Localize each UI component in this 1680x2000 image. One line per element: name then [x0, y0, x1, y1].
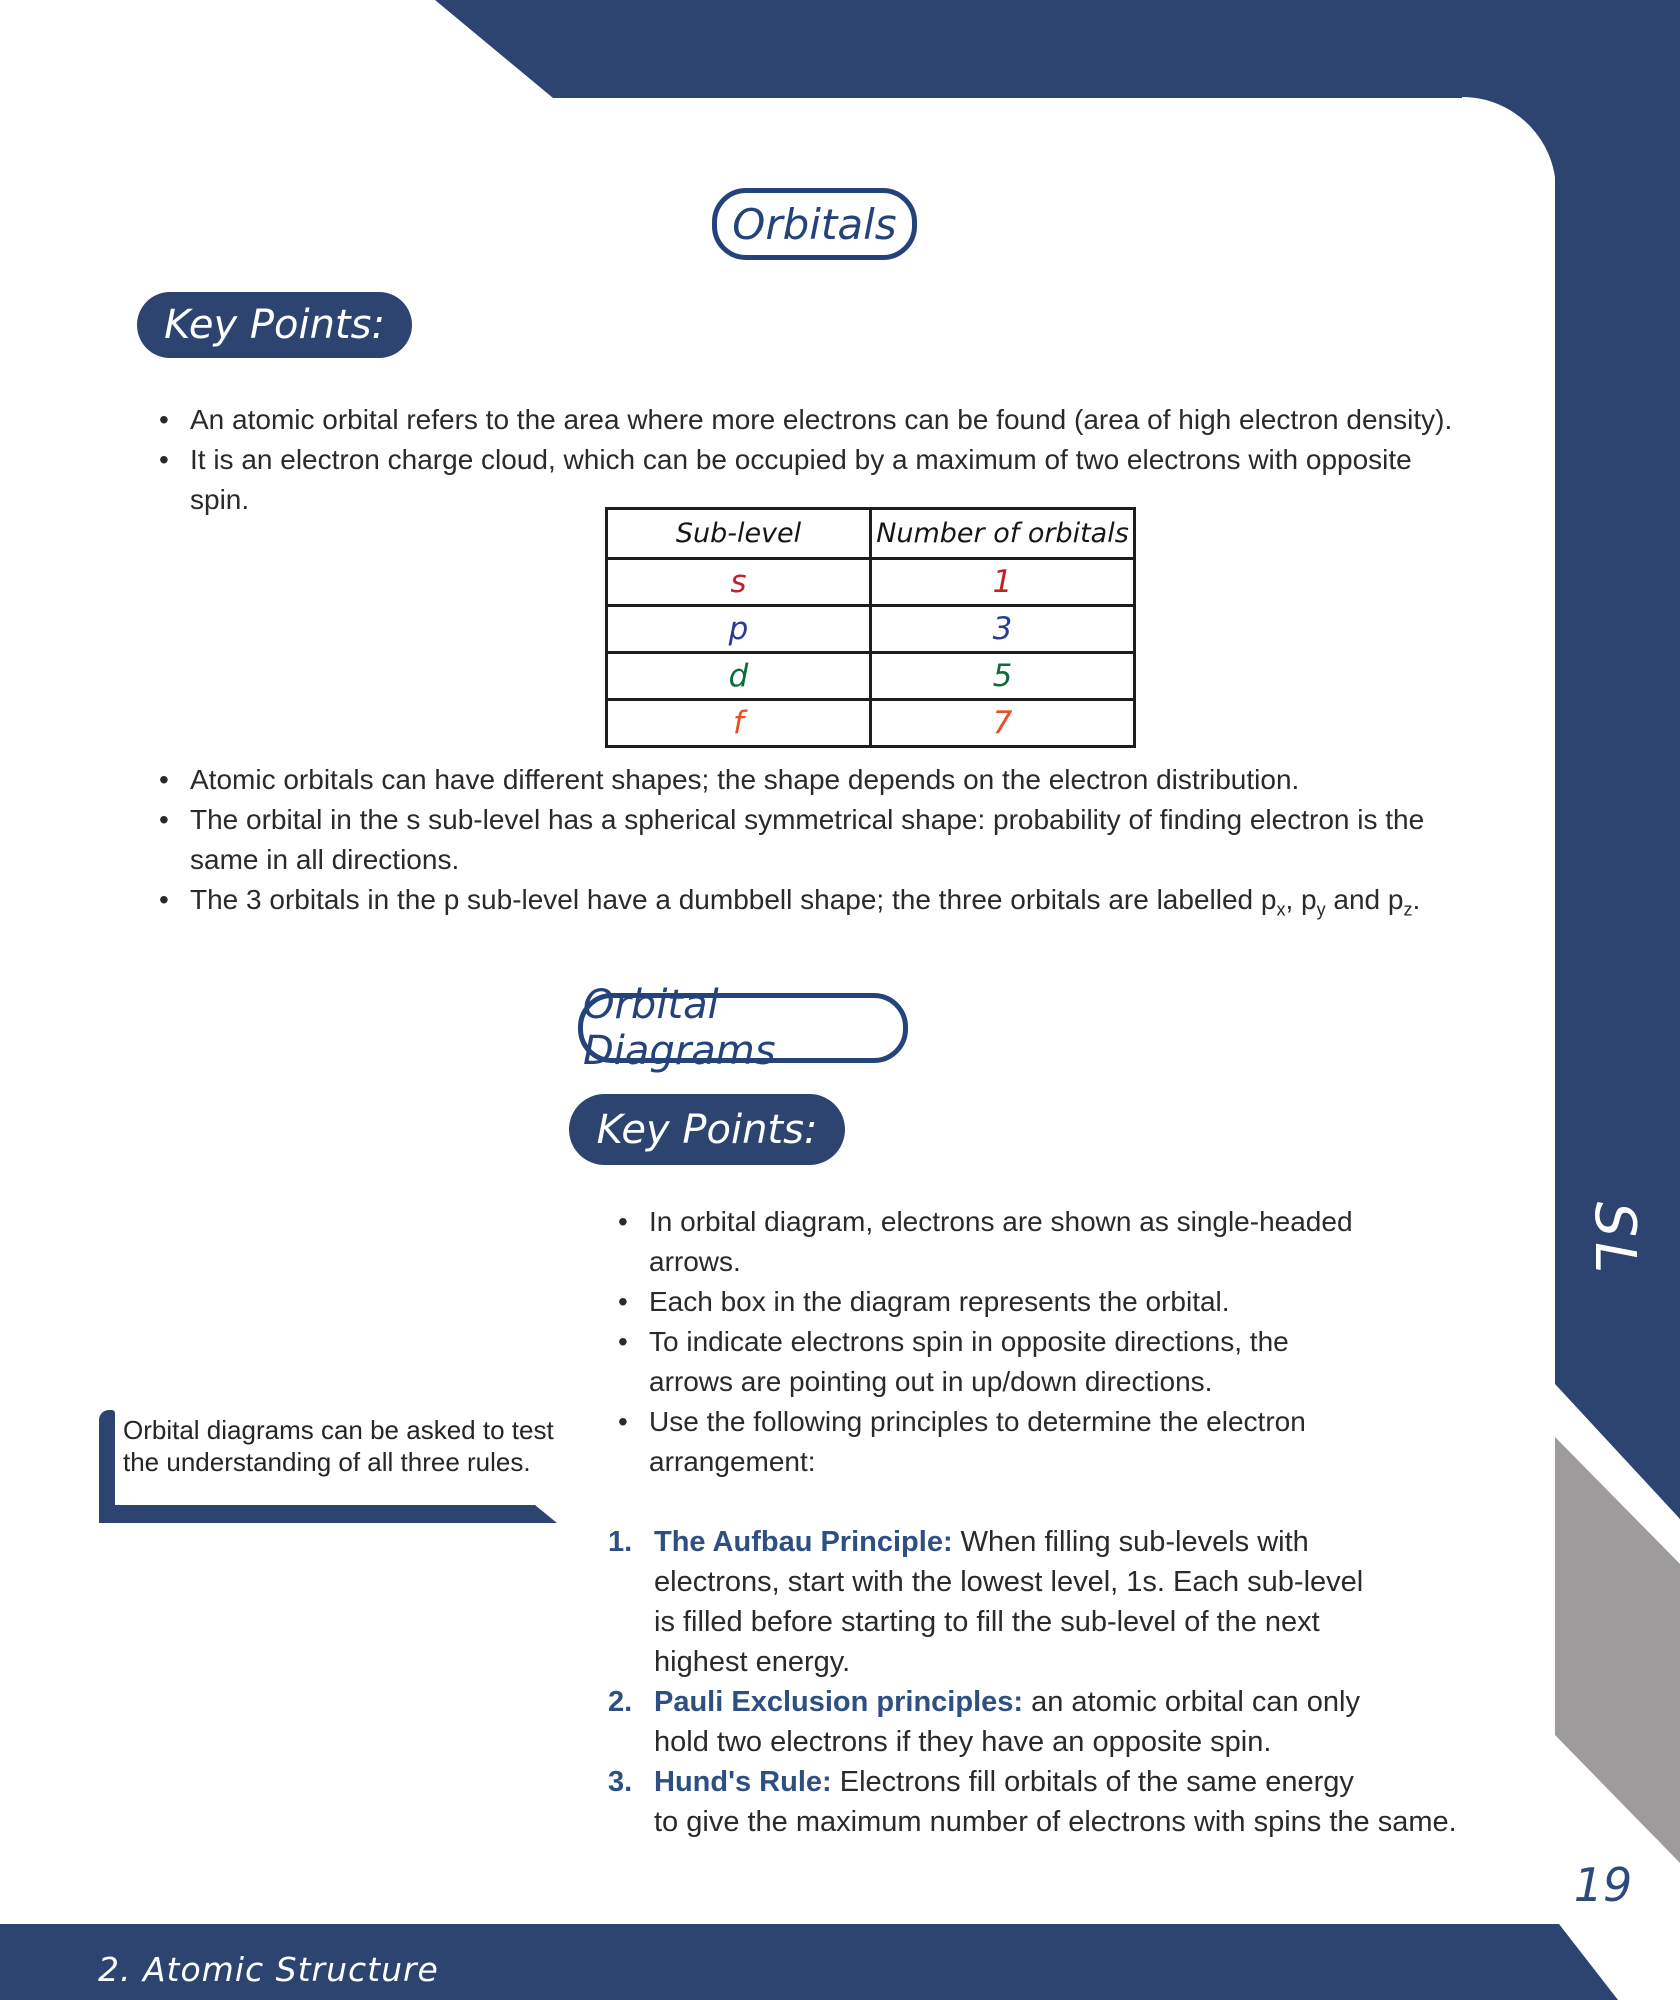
principle-line: is filled before starting to fill the sub-level of the next	[654, 1606, 1320, 1638]
table-row	[607, 700, 1135, 747]
section-title-orbital-diagrams-text: Orbital Diagrams	[583, 982, 776, 1074]
bullet-line: • To indicate electrons spin in opposite directions, the	[649, 1326, 1289, 1357]
chapter-footer-title: 2. Atomic Structure	[98, 1950, 439, 1989]
key-points-badge-2	[569, 1094, 845, 1165]
bullet-line: • Atomic orbitals can have different shapes; the shape depends on the electron distribution.	[190, 764, 1300, 795]
section-title-orbital-diagrams	[578, 982, 908, 1074]
table-cell-sublevel: s	[607, 559, 871, 606]
table-header-row	[607, 509, 1135, 559]
principle-number: 2.	[608, 1686, 633, 1718]
note-text	[123, 1414, 555, 1478]
bullet-line: • The orbital in the s sub-level has a spherical symmetrical shape: probability of finding electron is the	[190, 804, 1425, 835]
bullet-line: • In orbital diagram, electrons are shown as single-headed	[649, 1206, 1353, 1237]
principle-title: Hund's Rule:	[654, 1766, 832, 1798]
principle-number: 1.	[608, 1526, 633, 1558]
note-line: the understanding of all three rules.	[123, 1447, 531, 1477]
bullet-item	[151, 880, 1536, 920]
bullet-line: • An atomic orbital refers to the area where more electrons can be found (area of high electron density).	[190, 404, 1453, 435]
margin-note	[99, 1408, 561, 1530]
principles-list	[608, 1522, 1468, 1842]
orbitals-bullet-list	[151, 400, 1536, 520]
bullet-item	[151, 800, 1536, 880]
principle-lead: Electrons fill orbitals of the same energy	[831, 1766, 1354, 1798]
table-cell-orbitals: 7	[871, 700, 1135, 747]
subscript-x: x	[1276, 899, 1286, 920]
bullet-line: • Use the following principles to determine the electron	[649, 1406, 1306, 1437]
bullet-line: spin.	[190, 484, 250, 515]
principle-line: electrons, start with the lowest level, 1s. Each sub-level	[654, 1566, 1364, 1598]
bullet-item	[610, 1322, 1422, 1402]
principle-lead: an atomic orbital can only	[1023, 1686, 1360, 1718]
bullet-item	[610, 1202, 1422, 1282]
principle-title: The Aufbau Principle:	[654, 1526, 953, 1558]
principle-text	[654, 1682, 1464, 1762]
principle-item-hund	[608, 1762, 1468, 1842]
note-bracket-vertical	[99, 1410, 115, 1520]
table-cell-orbitals: 5	[871, 653, 1135, 700]
principle-line: highest energy.	[654, 1646, 851, 1678]
bullet-item	[610, 1402, 1422, 1482]
principle-title: Pauli Exclusion principles:	[654, 1686, 1024, 1718]
side-level-label: SL	[1582, 1201, 1647, 1279]
key-points-badge-1-text: Key Points:	[164, 302, 385, 348]
table-cell-orbitals: 1	[871, 559, 1135, 606]
table-header-sublevel: Sub-level	[607, 509, 871, 559]
principle-line: to give the maximum number of electrons with spins the same.	[654, 1806, 1457, 1838]
top-banner-shape	[0, 0, 1680, 98]
bullet-item	[151, 760, 1536, 800]
subscript-y: y	[1316, 899, 1326, 920]
principle-text	[654, 1522, 1464, 1682]
table-cell-sublevel: f	[607, 700, 871, 747]
page-number: 19	[1573, 1858, 1633, 1912]
sublevel-orbitals-table	[605, 507, 1136, 748]
bullet-line: arrows are pointing out in up/down directions.	[649, 1366, 1213, 1397]
bullet-line: arrangement:	[649, 1446, 816, 1477]
principle-line: hold two electrons if they have an opposite spin.	[654, 1726, 1272, 1758]
table-row	[607, 606, 1135, 653]
section-title-orbitals-text: Orbitals	[732, 199, 897, 249]
bullet-item	[610, 1282, 1422, 1322]
note-bracket-horizontal	[99, 1505, 557, 1523]
principle-number: 3.	[608, 1766, 633, 1798]
bullet-text-part: , p	[1285, 884, 1317, 915]
section-title-orbitals	[712, 188, 917, 260]
bullet-text-part: The 3 orbitals in the p sub-level have a dumbbell shape; the three orbitals are labelled p	[190, 884, 1277, 915]
table-cell-orbitals: 3	[871, 606, 1135, 653]
table-header-orbitals: Number of orbitals	[871, 509, 1135, 559]
table-cell-sublevel: p	[607, 606, 871, 653]
bullet-text-part: .	[1412, 884, 1421, 915]
bullet-item	[151, 400, 1536, 440]
bullet-line: arrows.	[649, 1246, 741, 1277]
key-points-badge-1	[137, 292, 412, 358]
principle-item-aufbau	[608, 1522, 1468, 1682]
principle-text	[654, 1762, 1464, 1842]
principle-item-pauli	[608, 1682, 1468, 1762]
bullet-line: • It is an electron charge cloud, which can be occupied by a maximum of two electrons with opposite	[190, 444, 1412, 475]
table-cell-sublevel: d	[607, 653, 871, 700]
gray-chevron-shape	[1555, 1437, 1680, 1863]
principle-lead: When filling sub-levels with	[952, 1526, 1309, 1558]
right-banner-shape	[1555, 0, 1680, 1520]
bullet-line: • Each box in the diagram represents the orbital.	[649, 1286, 1230, 1317]
orbital-shapes-bullet-list	[151, 760, 1536, 920]
table-row	[607, 559, 1135, 606]
note-line: Orbital diagrams can be asked to test	[123, 1415, 554, 1445]
key-points-badge-2-text: Key Points:	[596, 1106, 818, 1153]
subscript-z: z	[1403, 899, 1413, 920]
bullet-line: same in all directions.	[190, 844, 460, 875]
bullet-text-part: and p	[1325, 884, 1404, 915]
table-row	[607, 653, 1135, 700]
orbital-diagrams-bullet-list	[610, 1202, 1422, 1482]
